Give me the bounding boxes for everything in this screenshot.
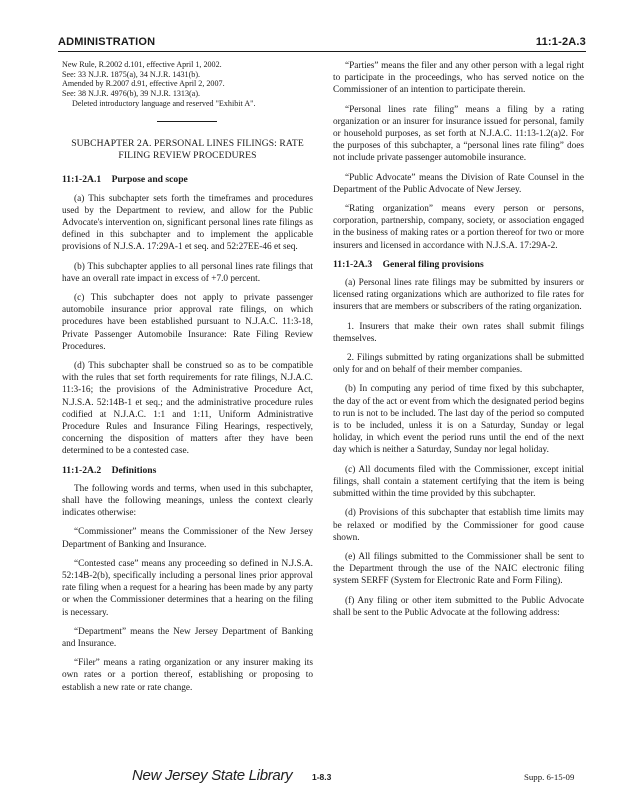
paragraph: (f) Any filing or other item submitted to the Public Advocate shall be sent to the Public Advocate at the following address: — [333, 595, 584, 618]
history-deleted: Deleted introductory language and reserved "Exhibit A". — [72, 98, 256, 108]
subchapter-title-line: FILING REVIEW PROCEDURES — [118, 149, 257, 161]
section-divider — [157, 121, 217, 122]
history-line: Amended by R.2007 d.91, effective April 2, 2007. — [62, 79, 225, 89]
right-column — [333, 60, 584, 626]
paragraph: (d) Provisions of this subchapter that establish time limits may be relaxed or modified by the Commissioner for good cause shown. — [333, 508, 584, 543]
subchapter-title-line: SUBCHAPTER 2A. PERSONAL LINES FILINGS: RATE — [71, 137, 304, 149]
section-heading — [333, 259, 584, 271]
paragraph: (c) This subchapter does not apply to private passenger automobile insurance prior approval rate filings, on which procedures have been established pursuant to N.J.A.C. 11:3-18, Private Passenger Automobile Insurance: Rate Filing Review Procedures. — [62, 292, 313, 352]
page-number: 1-8.3 — [312, 772, 332, 782]
definition: “Rating organization” means every person or persons, corporation, partnership, company, society, or association engaged in the business of making rates or a portion thereof for two or more insurers and licensed in accordance with N.J.S.A. 17:29A-2. — [333, 204, 584, 251]
section-heading — [62, 465, 313, 477]
history-line: New Rule, R.2002 d.101, effective April 1, 2002. — [62, 60, 222, 69]
definition: “Personal lines rate filing” means a filing by a rating organization or an insurer for insurance issued for personal, family or household purposes, as set forth at N.J.A.C. 11:13-1.2(a)2. For the purposes of this subchapter, a “personal lines rate filing” does not include private passenger automobile insurance. — [333, 104, 584, 164]
list-item: 2. Filings submitted by rating organizations shall be submitted only for and on behalf of their member companies. — [333, 353, 584, 376]
paragraph: (a) Personal lines rate filings may be submitted by insurers or licensed rating organizations which are authorized to file rates for insurers that are members or subscribers of the rating organization. — [333, 278, 584, 313]
paragraph: (e) All filings submitted to the Commissioner shall be sent to the Department through the use of the NAIC electronic filing system SERFF (System for Electronic Rate and Form Filing). — [333, 551, 584, 587]
supplement-date: Supp. 6-15-09 — [524, 772, 575, 782]
section-title: Purpose and scope — [111, 174, 188, 186]
section-heading — [62, 174, 313, 186]
definition: “Filer” means a rating organization or any insurer making its own rates or a portion thereof, establishing or proposing to establish a new rate or rate change. — [62, 658, 313, 693]
section-title: General filing provisions — [382, 258, 484, 270]
definition: “Commissioner” means the Commissioner of the New Jersey Department of Banking and Insurance. — [62, 527, 313, 550]
section-number: 11:1-2A.3 — [333, 258, 373, 270]
paragraph: (b) In computing any period of time fixed by this subchapter, the day of the act or event from which the designated period begins to run is not to be included. The last day of the period so computed is to be included, unless it is on a Saturday, Sunday or legal holiday, in which event the period runs until the end of the next day which is neither a Saturday, Sunday nor legal holiday. — [333, 384, 584, 456]
history-note — [62, 60, 313, 109]
paragraph: (a) This subchapter sets forth the timeframes and procedures used by the Department to review, and allow for the Public Advocate's intervention on, significant personal lines rate filings as defined in this subchapter and to implement the applicable provisions of N.J.S.A. 17:29A-1 et seq. and 52:27EE-46 et seq. — [62, 193, 313, 253]
paragraph: (b) This subchapter applies to all personal lines rate filings that have an overall rate impact in excess of +7.0 percent. — [62, 261, 313, 284]
paragraph: The following words and terms, when used in this subchapter, shall have the following meanings, unless the context clearly indicates otherwise: — [62, 483, 313, 519]
definition: “Public Advocate” means the Division of Rate Counsel in the Department of the Public Advocate of New Jersey. — [333, 172, 584, 195]
header-left: ADMINISTRATION — [58, 36, 156, 48]
history-line: See: 38 N.J.R. 4976(b), 39 N.J.R. 1313(a). — [62, 89, 201, 99]
definition: “Parties” means the filer and any other person with a legal right to participate in the proceedings, who has served notice on the Commissioner of an intention to participate therein. — [333, 61, 584, 96]
left-column — [62, 60, 313, 701]
running-header — [58, 36, 586, 48]
history-line: See: 33 N.J.R. 1875(a), 34 N.J.R. 1431(b). — [62, 69, 201, 79]
header-right: 11:1-2A.3 — [535, 36, 586, 48]
section-title: Definitions — [111, 464, 157, 476]
header-rule — [58, 51, 586, 52]
paragraph: (c) All documents filed with the Commissioner, except initial filings, shall contain a statement certifying that the item is being submitted within the time provided by this subchapter. — [333, 464, 584, 500]
list-item: 1. Insurers that make their own rates shall submit filings themselves. — [333, 321, 584, 344]
page-footer — [0, 766, 621, 786]
subchapter-title — [62, 138, 313, 163]
section-number: 11:1-2A.2 — [62, 464, 102, 476]
library-stamp: New Jersey State Library — [132, 767, 293, 784]
paragraph: (d) This subchapter shall be construed so as to be compatible with the rules that set forth requirements for rate filings, N.J.A.C. 11:3-16; the provisions of the Administrative Procedure Act, N.J.S.A. 52:14B-1 et seq.; and the administrative procedure rules codified at N.J.A.C. 1:1 and 1:11, Uniform Administrative Procedure Rules and Insurance Filing Hearings, respectively, concerning the disposition of matters after they have been determined to be a contested case. — [62, 360, 313, 457]
section-number: 11:1-2A.1 — [62, 174, 102, 186]
definition: “Contested case” means any proceeding so defined in N.J.S.A. 52:14B-2(b), specifically including a personal lines prior approval rate filing when a request for a hearing has been made by any party or when the Commissioner determines that a hearing on the filing is necessary. — [62, 558, 313, 618]
definition: “Department” means the New Jersey Department of Banking and Insurance. — [62, 626, 313, 650]
